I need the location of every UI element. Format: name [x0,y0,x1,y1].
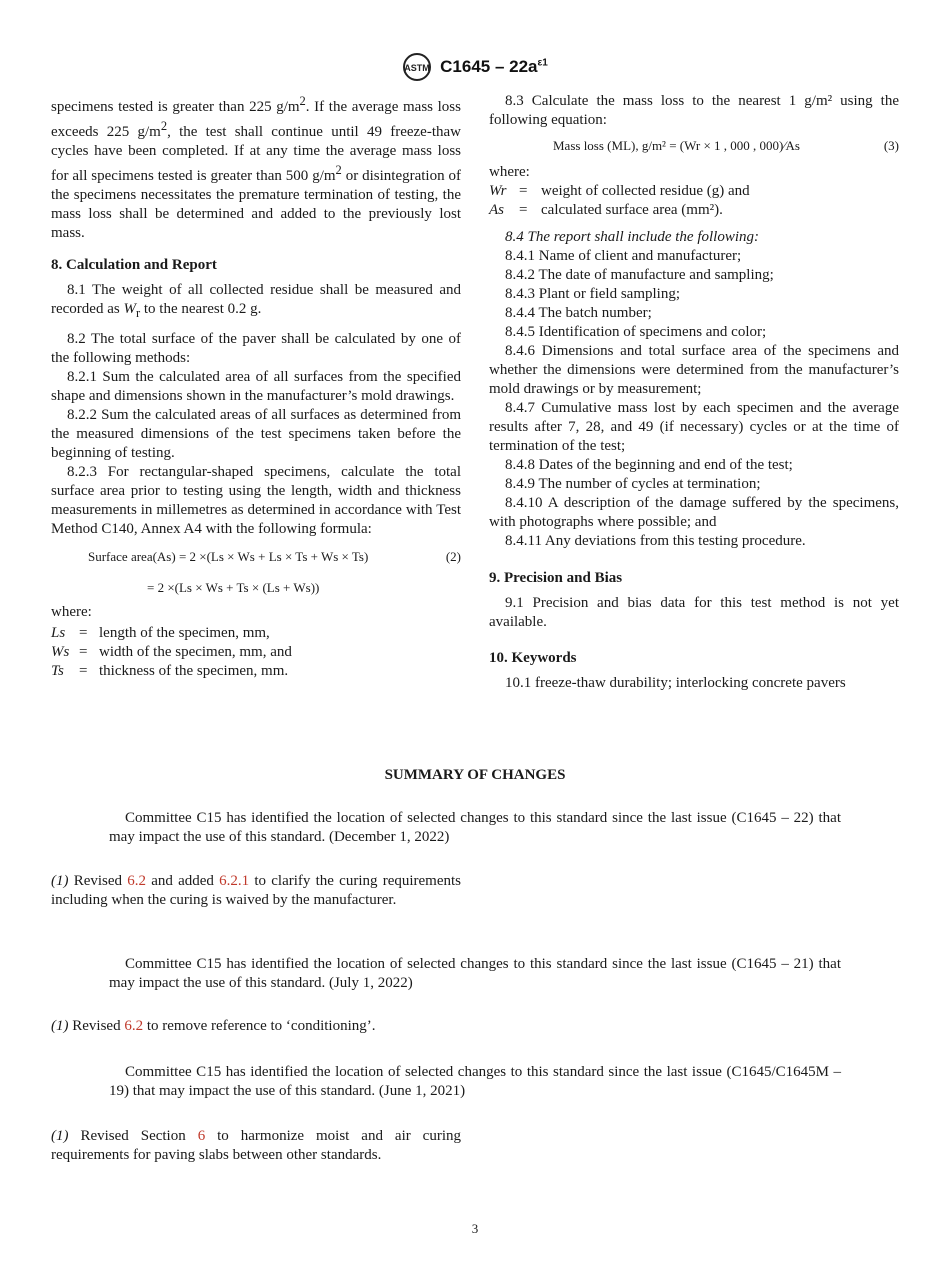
list-item: 8.4.7 Cumulative mass lost by each specimen and the average results after 7, 28, and 49 (if necessary) cycles or at the time of termination of the test; [489,400,899,454]
equals: = [79,663,88,679]
list-item: 8.4.10 A description of the damage suffered by the specimens, with photographs where possible; and [489,495,899,530]
symbol: Ts [51,663,64,679]
list-item: 8.4.8 Dates of the beginning and end of the test; [505,457,793,473]
svg-text:ASTM: ASTM [404,63,430,73]
change-item-3 [51,1127,461,1165]
item-text: Revised Section [80,1128,186,1144]
symbol: Ws [51,644,70,660]
equation-3 [489,136,899,155]
section-10-heading: 10. Keywords [489,650,577,666]
item-text: to clarify the curing requirements including when the curing is waived by the manufacturer. [51,873,462,908]
page-number: 3 [471,1221,479,1236]
where-label: where: [51,604,92,620]
equation-2 [51,547,461,566]
equation-3-body: Mass loss (ML), g/m² = (Wr × 1 , 000 , 000)⁄As [553,138,800,153]
section-link[interactable]: 6.2 [124,1018,144,1034]
paragraph-8-2-1: 8.2.1 Sum the calculated area of all surfaces from the specified shape and dimensions shown in the manufacturer’s mold drawings. [51,369,461,404]
variable-definitions [51,624,461,681]
paragraph-8-2-2: 8.2.2 Sum the calculated areas of all surfaces as determined from the measured dimensions of the test specimens taken before the beginning of testing. [51,407,461,461]
list-item: 8.4.4 The batch number; [505,305,652,321]
paragraph-8-2: 8.2 The total surface of the paver shall be calculated by one of the following methods: [51,331,461,366]
list-item: 8.4.9 The number of cycles at termination; [505,476,761,492]
paragraph-8-4: 8.4 The report shall include the following: [505,229,760,245]
item-text: Revised [72,1018,121,1034]
page-header [0,52,950,87]
paragraph-9-1: 9.1 Precision and bias data for this test method is not yet available. [489,595,899,630]
item-text: to remove reference to ‘conditioning’. [146,1018,376,1034]
symbol: Wr [489,183,507,199]
paragraph-8-2-3: 8.2.3 For rectangular-shaped specimens, calculate the total surface area prior to testing using the length, width and thickness measurements in millemetres as determined in accordance with Test Method C140, Annex A4 with the following formula: [51,464,461,537]
symbol: As [489,202,504,218]
definition: weight of collected residue (g) and [541,183,750,199]
definition: length of the specimen, mm, [99,625,270,641]
item-number: (1) [51,1128,69,1144]
right-column [489,92,899,693]
item-text: and added [151,873,214,889]
equals: = [519,202,528,218]
equals: = [519,183,528,199]
paragraph-10-1: 10.1 freeze-thaw durability; interlocking concrete pavers [505,675,846,691]
paragraph-8-3: 8.3 Calculate the mass loss to the nearest 1 g/m² using the following equation: [489,93,899,128]
list-item: 8.4.2 The date of manufacture and sampling; [505,267,774,283]
paragraph-8-1: 8.1 The weight of all collected residue shall be measured and recorded as $W_r$ to the nearest 0.2 g. [51,282,461,320]
section-link[interactable]: 6.2 [127,873,147,889]
definition: calculated surface area (mm²). [541,202,723,218]
equation-2-line-2: = 2 ×(Ls × Ws + Ts × (Ls + Ws)) [147,580,320,595]
change-block-2: Committee C15 has identified the location of selected changes to this standard since the last issue (C1645 – 21) that may impact the use of this standard. (July 1, 2022) [109,956,841,991]
list-item: 8.4.6 Dimensions and total surface area of the specimens and whether the dimensions were determined from the manufacturer’s mold drawings or by measurement; [489,343,899,397]
section-link[interactable]: 6 [197,1128,206,1144]
definition: width of the specimen, mm, and [99,644,292,660]
standard-designation: $C1645 - 22a^{\varepsilon 1}$ [440,57,548,76]
list-item: 8.4.1 Name of client and manufacturer; [505,248,742,264]
symbol: Ls [51,625,66,641]
definition: thickness of the specimen, mm. [99,663,289,679]
summary-of-changes-heading: SUMMARY OF CHANGES [384,767,566,783]
equation-3-number: (3) [883,138,899,153]
section-link[interactable]: 6.2.1 [219,873,250,889]
astm-logo-icon [402,52,436,82]
variable-definitions [489,182,899,220]
equation-2-line-1: Surface area(As) = 2 ×(Ls × Ws + Ls × Ts + Ws × Ts) [88,549,369,564]
paragraph-continued: specimens tested is greater than 225 $g/m^2$. If the average mass loss exceeds 225 $g/m^2$, the test shall continue until 49 freeze-thaw cycles have been completed. If at any time the average mass loss for all specimens tested is greater than 500 $g/m^2$ or disintegration of the specimens necessitates the premature termination of testing, the mass loss shall be determined and added to the previously lost mass. [51,94,462,241]
list-item: 8.4.11 Any deviations from this testing procedure. [505,533,806,549]
equation-2-number: (2) [445,549,461,564]
change-item-1 [51,872,461,910]
change-block-1: Committee C15 has identified the location of selected changes to this standard since the last issue (C1645 – 22) that may impact the use of this standard. (December 1, 2022) [109,810,841,845]
equals: = [79,625,88,641]
section-8-heading: 8. Calculation and Report [51,257,217,273]
list-item: 8.4.5 Identification of specimens and color; [505,324,767,340]
list-item: 8.4.3 Plant or field sampling; [505,286,680,302]
item-number: (1) [51,873,69,889]
item-number: (1) [51,1018,69,1034]
item-text: Revised [73,873,123,889]
item-text: to harmonize moist and air curing requirements for paving slabs between other standards. [51,1128,462,1163]
left-column [51,92,461,681]
section-9-heading: 9. Precision and Bias [489,570,623,586]
change-block-3: Committee C15 has identified the location of selected changes to this standard since the last issue (C1645/C1645M – 19) that may impact the use of this standard. (June 1, 2021) [109,1064,841,1099]
where-label: where: [489,164,530,180]
equals: = [79,644,88,660]
change-item-2 [51,1017,461,1036]
